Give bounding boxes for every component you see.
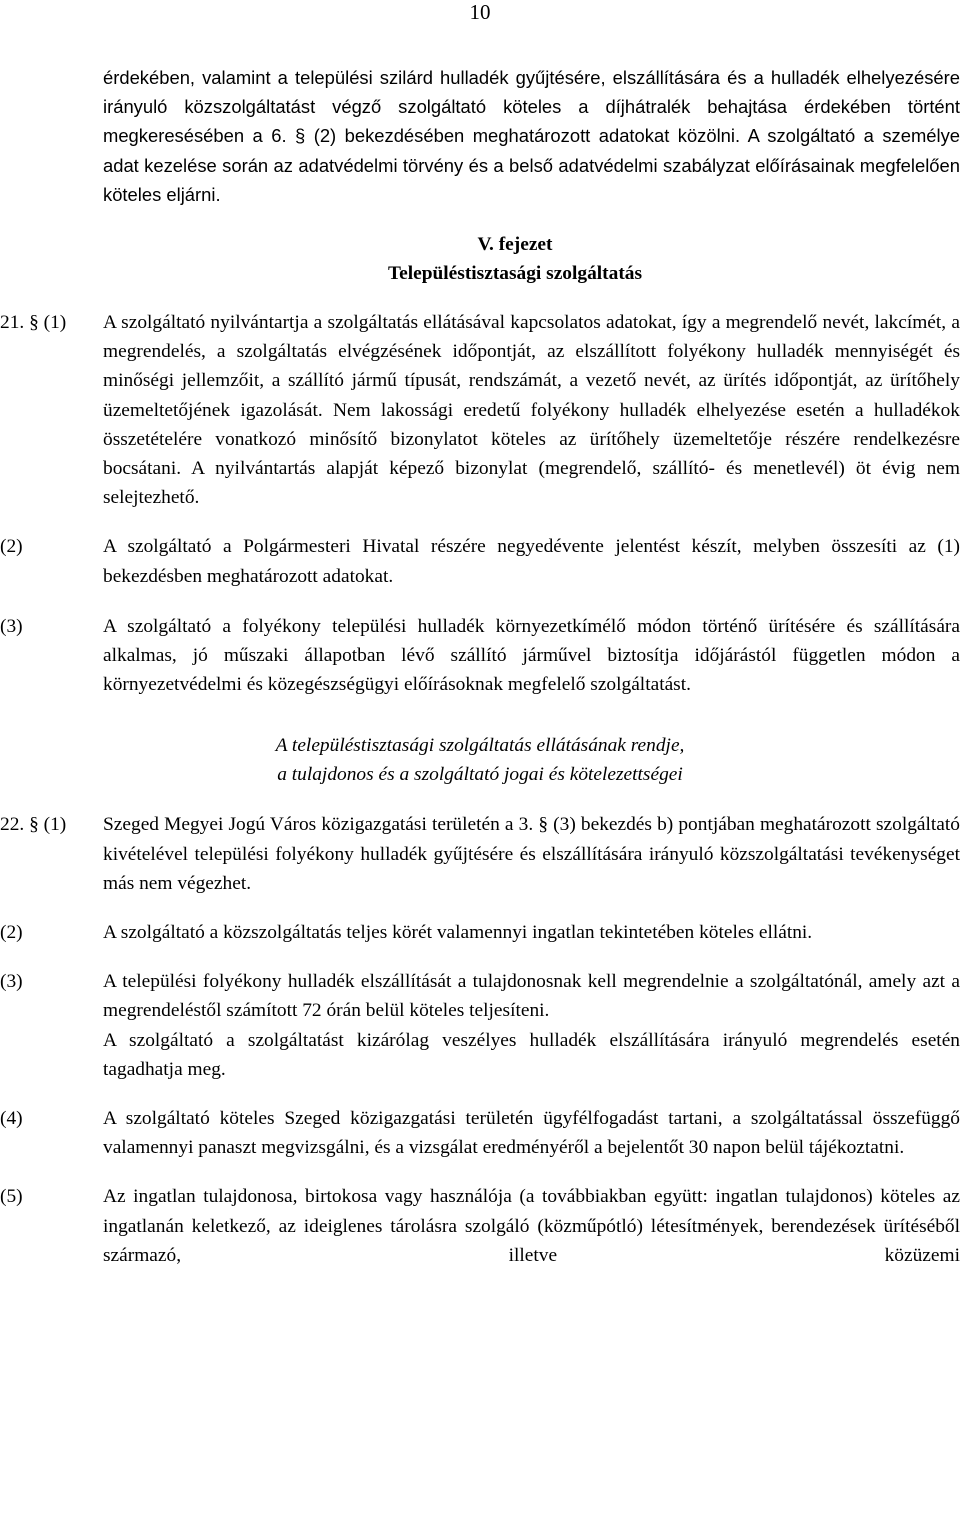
subheading-line-1: A településtisztasági szolgáltatás ellátásának rendje, — [275, 735, 685, 757]
section-22-text-3b: A szolgáltató a szolgáltatást kizárólag veszélyes hulladék elszállítására irányuló megrendelés esetén tagadhatja meg. — [103, 1029, 960, 1080]
section-21-text-2: A szolgáltató a Polgármesteri Hivatal részére negyedévente jelentést készít, melyben összesíti az (1) bekezdésben meghatározott adatokat. — [103, 536, 960, 587]
section-21-text-3: A szolgáltató a folyékony települési hulladék környezetkímélő módon történő ürítésére és szállítására alkalmas, jó műszaki állapotban lévő szállító járművel biztosítja időjárástól független módon a környezetvédelmi és közegészségügyi előírásoknak megfelelő szolgáltatást. — [103, 615, 960, 696]
section-22-label-4: (4) — [0, 1108, 23, 1130]
section-21-paragraph-3 — [0, 612, 960, 700]
section-21-paragraph-2 — [0, 532, 960, 590]
section-21-text-1: A szolgáltató nyilvántartja a szolgáltatás ellátásával kapcsolatos adatokat, így a megrendelő nevét, lakcímét, a megrendelés, a szolgáltatás elvégzésének időpontját, az elszállított folyékony hulladék mennyiségét és minőségi jellemzőit, a szállító jármű típusát, rendszámát, a vezető nevét, az ürítés időpontját, az ürítőhely üzemeltetőjének igazolását. Nem lakossági eredetű folyékony hulladék elhelyezése esetén a hulladékok összetételére vonatkozó minősítő bizonylatot köteles az ürítőhely üzemeltetője részére rendelkezésre bocsátani. A nyilvántartás alapját képező bizonylat (megrendelő, szállító- és menetlevél) öt évig nem selejtezhető. — [103, 312, 960, 509]
section-22-text-1: Szeged Megyei Jogú Város közigazgatási területén a 3. § (3) bekezdés b) pontjában meghatározott szolgáltató kivételével települési folyékony hulladék gyűjtésére és elszállítására irányuló közszolgáltatási tevékenységet más nem végezhet. — [103, 814, 960, 894]
subheading-line-2: a tulajdonos és a szolgáltató jogai és kötelezettségei — [277, 764, 683, 786]
document-body — [0, 63, 960, 1270]
section-22-paragraph-2 — [0, 918, 960, 947]
chapter-title: Településtisztasági szolgáltatás — [387, 263, 643, 285]
section-22-paragraph-5 — [0, 1182, 960, 1270]
section-22-paragraph-1 — [0, 810, 960, 898]
section-22-paragraph-4 — [0, 1104, 960, 1162]
intro-part2: A szolgáltató a személye adat kezelése során az adatvédelmi törvény és a belső adatvédelmi szabályzat előírásainak megfelelően köteles eljárni. — [103, 125, 960, 205]
section-22-text-5: Az ingatlan tulajdonosa, birtokosa vagy használója (a továbbiakban együtt: ingatlan tulajdonos) köteles az ingatlanán keletkező, az ideiglenes tárolásra szolgáló (közműpótló) létesítmények, berendezések ürítéséből származó, illetve közüzemi — [103, 1186, 960, 1266]
section-22-label-5: (5) — [0, 1186, 23, 1208]
section-21-paragraph-1 — [0, 308, 960, 512]
chapter-number: V. fejezet — [477, 234, 553, 256]
page-number: 10 — [469, 0, 491, 24]
section-21-label-3: (3) — [0, 615, 23, 637]
section-22-label: 22. § (1) — [0, 814, 67, 836]
intro-part1: érdekében, valamint a települési szilárd hulladék gyűjtésére, elszállítására és a hulladék elhelyezésére irányuló közszolgáltatást végző szolgáltató köteles a díjhátralék behajtása érdekében történt megkeresésében a 6. § (2) bekezdésében meghatározott adatokat közölni. — [103, 67, 960, 147]
section-22-text-2: A szolgáltató a közszolgáltatás teljes körét valamennyi ingatlan tekintetében köteles ellátni. — [103, 922, 813, 944]
section-22-label-2: (2) — [0, 922, 23, 944]
section-22-label-3: (3) — [0, 971, 23, 993]
section-22-text-3: A települési folyékony hulladék elszállítását a tulajdonosnak kell megrendelnie a szolgáltatónál, amely azt a megrendeléstől számított 72 órán belül köteles teljesíteni. — [103, 971, 960, 1022]
section-22-paragraph-3 — [0, 967, 960, 1025]
section-21-label: 21. § (1) — [0, 312, 67, 334]
section-21-label-2: (2) — [0, 536, 23, 558]
intro-paragraph — [0, 63, 960, 209]
section-22-text-4: A szolgáltató köteles Szeged közigazgatási területén ügyfélfogadást tartani, a szolgáltatással összefüggő valamennyi panaszt megvizsgálni, és a vizsgálat eredményéről a bejelentőt 30 napon belül tájékoztatni. — [103, 1108, 960, 1159]
